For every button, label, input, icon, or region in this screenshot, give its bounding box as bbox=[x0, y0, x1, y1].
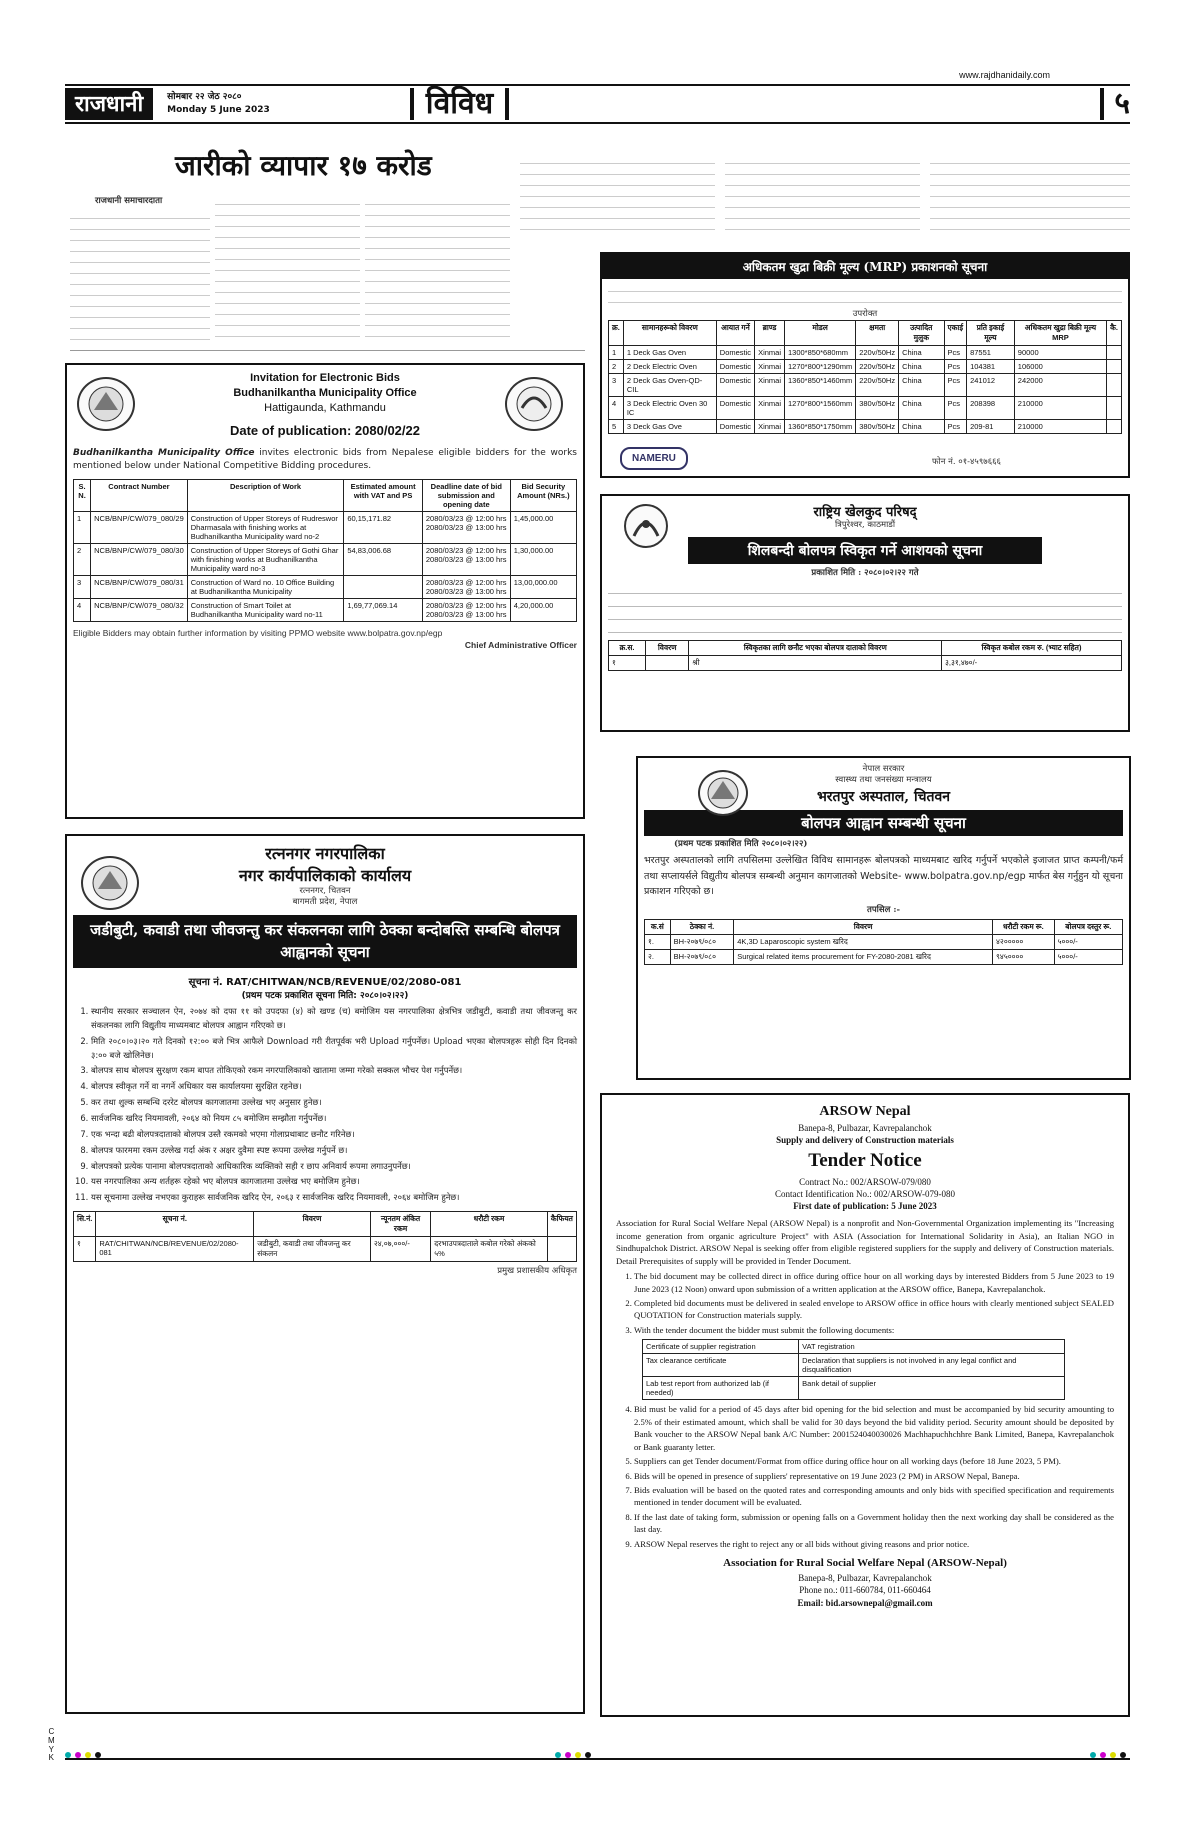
bid-cell: 3 bbox=[74, 576, 91, 599]
list-item: 2. Completed bid documents must be delivered in sealed envelope to ARSOW office in office hours with clearly mentioned subject SEALED QUOTATION for Construction materials supply. bbox=[634, 1297, 1114, 1322]
bharatpur-notice bbox=[636, 756, 1131, 1080]
notice-ref: सूचना नं. RAT/CHITWAN/NCB/REVENUE/02/2080-081 bbox=[188, 976, 462, 988]
mrp-cell: Domestic bbox=[716, 346, 754, 360]
bharatpur-cell: १. bbox=[645, 935, 671, 950]
ratnanagar-cell: जडीबुटी, कवाडी तथा जीवजन्तु कर संकलन bbox=[254, 1237, 371, 1262]
bharatpur-header: ठेक्का नं. bbox=[670, 920, 734, 935]
ministry-name: स्वास्थ्य तथा जनसंख्या मन्त्रालय bbox=[835, 775, 932, 786]
bharatpur-table bbox=[644, 919, 1123, 965]
bharatpur-cell: BH-२०७९/०८० bbox=[670, 950, 734, 965]
nameru-stamp: NAMERU bbox=[620, 447, 688, 470]
mrp-cell: China bbox=[899, 360, 944, 374]
mrp-cell: 87551 bbox=[967, 346, 1015, 360]
org-name: राष्ट्रिय खेलकुद परिषद् bbox=[813, 505, 917, 520]
arsow-notice bbox=[600, 1093, 1130, 1717]
office-name: Budhanilkantha Municipality Office bbox=[233, 386, 417, 399]
mrp-cell: Xinmai bbox=[755, 420, 785, 434]
intro-text: invites electronic bids from Nepalese eligible bidders for the works mentioned below under National Competitive Bidding procedures. bbox=[73, 448, 577, 472]
mrp-cell: 220v/50Hz bbox=[856, 346, 899, 360]
mrp-cell: 1300*850*680mm bbox=[785, 346, 856, 360]
table-row bbox=[74, 1237, 577, 1262]
mrp-cell: Pcs bbox=[944, 374, 967, 397]
mrp-cell: Pcs bbox=[944, 420, 967, 434]
mrp-table bbox=[608, 320, 1122, 434]
list-item: 8. If the last date of taking form, submission or opening falls on a Government holiday then the next working day shall be considered as the last day. bbox=[634, 1511, 1114, 1536]
notice-items bbox=[73, 1005, 577, 1205]
publication-date: Date of publication: 2080/02/22 bbox=[229, 422, 420, 438]
mrp-intro bbox=[608, 283, 1122, 305]
ratnanagar-header: धरौटी रकम bbox=[431, 1212, 548, 1237]
table-row bbox=[645, 935, 1123, 950]
mrp-cell: Domestic bbox=[716, 420, 754, 434]
nsc-header: स्विकृतका लागि छनौट भएका बोलपत्र दाताको विवरण bbox=[689, 640, 942, 655]
mrp-cell: 2 Deck Electric Oven bbox=[623, 360, 716, 374]
notice-date: (प्रथम पटक प्रकाशित सूचना मिति: २०८०।०२।२२) bbox=[241, 990, 409, 1001]
bharatpur-header: विवरण bbox=[734, 920, 993, 935]
municipality-name: रत्ननगर नगरपालिका bbox=[265, 844, 385, 863]
gov-name: नेपाल सरकार bbox=[862, 764, 905, 774]
bid-cell: 1,30,000.00 bbox=[510, 544, 576, 576]
mrp-header: एकाई bbox=[944, 321, 967, 346]
table-row bbox=[643, 1377, 1065, 1400]
mrp-cell: 4 bbox=[609, 397, 624, 420]
org-address: Banepa-8, Pulbazar, Kavrepalanchok bbox=[798, 1122, 932, 1133]
table-row bbox=[609, 346, 1122, 360]
table-row bbox=[74, 576, 577, 599]
list-item: 4. Bid must be valid for a period of 45 days after bid opening for the bid selection and must be accompanied by bid security amounting to 2.5% of their estimated amount, which shall be valid for 30 days beyond the bid validity period. Security amount should be deposited by Bank voucher to the ARSOW Nepal bank A/C Number: 2001524040030026 Machhapuchhchhre Bank Limited, Banepa, Kavrepalanchok or Bank guaranty letter. bbox=[634, 1403, 1114, 1453]
mrp-header: अधिकतम खुद्रा बिक्री मूल्य MRP bbox=[1014, 321, 1106, 346]
bharatpur-cell: 4K,3D Laparoscopic system खरिद bbox=[734, 935, 993, 950]
bharatpur-date: (प्रथम पटक प्रकाशित मिति २०८०।०२।२२) bbox=[674, 838, 808, 849]
news-headline: जारीको व्यापार १७ करोड bbox=[175, 149, 432, 182]
doc-cell: Tax clearance certificate bbox=[643, 1354, 799, 1377]
bid-cell: 2080/03/23 @ 12:00 hrs 2080/03/23 @ 13:00 hrs bbox=[422, 599, 510, 622]
mrp-cell bbox=[1107, 374, 1122, 397]
section-title: विविध bbox=[410, 88, 509, 120]
mrp-title: अधिकतम खुद्रा बिक्री मूल्य (MRP) प्रकाशनको सूचना bbox=[602, 254, 1128, 279]
mrp-cell: Domestic bbox=[716, 360, 754, 374]
bid-cell: NCB/BNP/CW/079_080/32 bbox=[91, 599, 188, 622]
bottom-rule bbox=[65, 1758, 1130, 1760]
table-row bbox=[74, 512, 577, 544]
ratnanagar-cell: २४,०७,०००/- bbox=[370, 1237, 430, 1262]
mrp-cell: 380v/50Hz bbox=[856, 397, 899, 420]
mrp-cell bbox=[1107, 397, 1122, 420]
news-body-col2 bbox=[215, 196, 360, 340]
office-place: Hattigaunda, Kathmandu bbox=[264, 401, 386, 414]
contract-id: Contact Identification No.: 002/ARSOW-079-080 bbox=[775, 1188, 955, 1199]
bid-header: Deadline date of bid submission and opening date bbox=[422, 480, 510, 512]
list-item: 3. With the tender document the bidder must submit the following documents: bbox=[634, 1324, 1114, 1336]
color-dots bbox=[1090, 1752, 1126, 1758]
arsow-items bbox=[616, 1270, 1114, 1336]
mrp-header: प्रति इकाई मूल्य bbox=[967, 321, 1015, 346]
list-item: 7. एक भन्दा बढी बोलपत्रदाताको बोलपत्र उस्तै रकमको भएमा गोलाप्रथाबाट छनौट गरिनेछ। bbox=[91, 1128, 577, 1142]
list-item: 6. Bids will be opened in presence of suppliers' representative on 19 June 2023 (2 PM) in ARSOW Nepal, Banepa. bbox=[634, 1470, 1114, 1482]
news-body-col1 bbox=[70, 210, 210, 340]
table-row bbox=[609, 397, 1122, 420]
news-body-col5 bbox=[725, 155, 920, 235]
list-item: 10. यस नगरपालिका अन्य शर्तहरू रहेको भए बोलपत्र कागजातमा उल्लेख भए बमोजिम हुनेछ। bbox=[91, 1175, 577, 1189]
ratnanagar-cell: RAT/CHITWAN/NCB/REVENUE/02/2080-081 bbox=[96, 1237, 254, 1262]
bid-cell: NCB/BNP/CW/079_080/29 bbox=[91, 512, 188, 544]
bid-header: Contract Number bbox=[91, 480, 188, 512]
table-row bbox=[74, 599, 577, 622]
bid-cell: 60,15,171.82 bbox=[344, 512, 423, 544]
mrp-cell: 2 bbox=[609, 360, 624, 374]
footer-email: Email: bid.arsownepal@gmail.com bbox=[797, 1597, 933, 1608]
contract-no: Contract No.: 002/ARSOW-079/080 bbox=[799, 1176, 931, 1187]
list-item: 3. बोलपत्र साथ बोलपत्र सुरक्षण रकम बापत तोकिएको रकम नगरपालिकाको खातामा जम्मा गरेको सक्कल भौचर पेश गर्नुपर्नेछ। bbox=[91, 1064, 577, 1078]
ratnanagar-table bbox=[73, 1211, 577, 1262]
mrp-cell: 1360*850*1460mm bbox=[785, 374, 856, 397]
bid-cell bbox=[344, 576, 423, 599]
mrp-cell: 3 Deck Electric Oven 30 IC bbox=[623, 397, 716, 420]
notice-title: जडीबुटी, कवाडी तथा जीवजन्तु कर संकलनका लागि ठेक्का बन्दोबस्ति सम्बन्धि बोलपत्र आह्वानको सूचना bbox=[73, 915, 577, 968]
nsc-header: विवरण bbox=[646, 640, 689, 655]
bid-table bbox=[73, 479, 577, 622]
mrp-phone: फोन नं. ०१-४५९७६६६ bbox=[932, 456, 1001, 467]
table-row bbox=[643, 1354, 1065, 1377]
arsow-items-2 bbox=[616, 1403, 1114, 1550]
mrp-cell: 2 Deck Gas Oven-QD-CIL bbox=[623, 374, 716, 397]
list-item: 4. बोलपत्र स्वीकृत गर्ने वा नगर्ने अधिकार यस कार्यालयमा सुरक्षित रहनेछ। bbox=[91, 1080, 577, 1094]
nsc-header: स्विकृत कबोल रकम रु. (भ्याट सहित) bbox=[942, 640, 1122, 655]
mrp-header: क्र. bbox=[609, 321, 624, 346]
mrp-cell bbox=[1107, 346, 1122, 360]
note: Eligible Bidders may obtain further information by visiting PPMO website www.bolpatra.gov.np/egp bbox=[73, 628, 443, 639]
bid-header: Bid Security Amount (NRs.) bbox=[510, 480, 576, 512]
bid-cell: 4,20,000.00 bbox=[510, 599, 576, 622]
arsow-intro: Association for Rural Social Welfare Nepal (ARSOW Nepal) is a nonprofit and Non-Governmental Organization implementing its "Increasing income generation from organic agriculture Project" with ASIA (Association for International Solidarity in Asia), an Italian NGO in Sindhupalchok District. ARSOW Nepal is seeking offer from eligible registered suppliers for the supply and delivery of Construction materials. Detail Prerequisites of supply will be provided in Tender Document. bbox=[616, 1218, 1114, 1266]
nsc-title: शिलबन्दी बोलपत्र स्विकृत गर्ने आशयको सूचना bbox=[688, 537, 1042, 564]
bid-cell: Construction of Upper Storeys of Gothi Ghar with finishing works at Budhanilkantha Municipality ward no-3 bbox=[187, 544, 344, 576]
mrp-cell: Xinmai bbox=[755, 397, 785, 420]
nsc-date: प्रकाशित मिति : २०८०।०२।२२ गते bbox=[811, 568, 919, 579]
doc-cell: Declaration that suppliers is not involved in any legal conflict and disqualification bbox=[799, 1354, 1065, 1377]
ratnanagar-cell: दरभाउपत्रदाताले कबोल गरेको अंकको ५% bbox=[431, 1237, 548, 1262]
ratnanagar-header: सूचना नं. bbox=[96, 1212, 254, 1237]
bharatpur-header: क.सं bbox=[645, 920, 671, 935]
mrp-cell: 3 Deck Gas Ove bbox=[623, 420, 716, 434]
mrp-notice bbox=[600, 252, 1130, 478]
mrp-cell bbox=[1107, 420, 1122, 434]
nsc-notice bbox=[600, 494, 1130, 732]
ratnanagar-header: कैफियत bbox=[547, 1212, 576, 1237]
bid-cell: 4 bbox=[74, 599, 91, 622]
mrp-header: मोडल bbox=[785, 321, 856, 346]
bid-cell: NCB/BNP/CW/079_080/30 bbox=[91, 544, 188, 576]
bid-header: Description of Work bbox=[187, 480, 344, 512]
mrp-header: आयात गर्ने bbox=[716, 321, 754, 346]
notice-title: Invitation for Electronic Bids bbox=[250, 372, 400, 384]
nepal-emblem bbox=[77, 377, 135, 431]
cmyk-marks: C M Y K bbox=[48, 1727, 55, 1763]
bharatpur-cell: ४२००००० bbox=[993, 935, 1055, 950]
table-row bbox=[74, 544, 577, 576]
mrp-cell: 210000 bbox=[1014, 397, 1106, 420]
ratnanagar-header: विवरण bbox=[254, 1212, 371, 1237]
mrp-cell: Xinmai bbox=[755, 360, 785, 374]
province: बागमती प्रदेश, नेपाल bbox=[292, 897, 358, 908]
bid-header: S. N. bbox=[74, 480, 91, 512]
nsc-body bbox=[608, 584, 1122, 636]
list-item: 9. बोलपत्रको प्रत्येक पानामा बोलपत्रदाताको आधिकारिक व्यक्तिको सही र छाप अनिवार्य रूपमा लगाउनुपर्नेछ। bbox=[91, 1160, 577, 1174]
bid-cell: 13,00,000.00 bbox=[510, 576, 576, 599]
page-number: ५ bbox=[1100, 88, 1130, 120]
bid-cell: 2080/03/23 @ 12:00 hrs 2080/03/23 @ 13:00 hrs bbox=[422, 576, 510, 599]
mrp-header: क्षमता bbox=[856, 321, 899, 346]
budhanilkantha-bid-notice bbox=[65, 363, 585, 819]
bharatpur-header: बोलपत्र दस्तुर रू. bbox=[1054, 920, 1122, 935]
table-row bbox=[609, 360, 1122, 374]
bid-cell: 54,83,006.68 bbox=[344, 544, 423, 576]
mrp-cell: Pcs bbox=[944, 360, 967, 374]
list-item: 9. ARSOW Nepal reserves the right to reject any or all bids without giving reasons and prior notice. bbox=[634, 1538, 1114, 1550]
list-item: 5. Suppliers can get Tender document/Format from office during office hour on all working days (before 18 June 2023, 5 PM). bbox=[634, 1455, 1114, 1467]
bid-cell: Construction of Ward no. 10 Office Building at Budhanilkantha Municipality bbox=[187, 576, 344, 599]
mrp-cell: 1 bbox=[609, 346, 624, 360]
table-row bbox=[643, 1340, 1065, 1354]
doc-cell: Lab test report from authorized lab (if needed) bbox=[643, 1377, 799, 1400]
bid-cell: 2080/03/23 @ 12:00 hrs 2080/03/23 @ 13:00 hrs bbox=[422, 512, 510, 544]
list-item: 1. The bid document may be collected direct in office during office hour on all working days by interested Bidders from 5 June 2023 to 19 June 2023 (12 Noon) onward upon submission of a written application at the ARSOW office, Banepa, Kavrepalanchok. bbox=[634, 1270, 1114, 1295]
doc-cell: Certificate of supplier registration bbox=[643, 1340, 799, 1354]
table-row bbox=[609, 374, 1122, 397]
mrp-cell: Pcs bbox=[944, 346, 967, 360]
news-body-col6 bbox=[930, 155, 1130, 235]
date-english: Monday 5 June 2023 bbox=[167, 105, 270, 115]
brand-logo: राजधानी bbox=[65, 88, 153, 120]
mrp-cell: 209-81 bbox=[967, 420, 1015, 434]
table-row bbox=[645, 950, 1123, 965]
bharatpur-body: भरतपुर अस्पतालको लागि तपसिलमा उल्लेखित विविध सामानहरू बोलपत्रको माध्यमबाट खरिद गर्नुपर्ने भएकोले इजाजत प्राप्त कम्पनी/फर्म तथा सप्लायर्सले विद्युतीय बोलपत्र सम्बन्धी अनुमान कागजातको Website- www.bolpatra.gov.np/egp मार्फत बेस गर्नुहुन यो सूचना प्रकाशन गरिएको छ। bbox=[644, 855, 1123, 897]
news-body-col3 bbox=[365, 196, 510, 340]
mrp-cell: 208398 bbox=[967, 397, 1015, 420]
mrp-header: सामानहरूको विवरण bbox=[623, 321, 716, 346]
bid-cell: 2 bbox=[74, 544, 91, 576]
nsc-logo bbox=[624, 504, 668, 548]
mrp-cell: 104381 bbox=[967, 360, 1015, 374]
bharatpur-cell: ५०००/- bbox=[1054, 935, 1122, 950]
mrp-cell: 380v/50Hz bbox=[856, 420, 899, 434]
mrp-cell: 5 bbox=[609, 420, 624, 434]
mrp-cell: Xinmai bbox=[755, 374, 785, 397]
mrp-subtitle: उपरोक्त bbox=[852, 309, 878, 319]
nsc-header: क्र.स. bbox=[609, 640, 646, 655]
table-row bbox=[609, 655, 1122, 670]
mrp-cell: 220v/50Hz bbox=[856, 374, 899, 397]
office-place: रत्ननगर, चितवन bbox=[299, 886, 351, 896]
nsc-cell: १ bbox=[609, 655, 646, 670]
mrp-cell: 106000 bbox=[1014, 360, 1106, 374]
hospital-name: भरतपुर अस्पताल, चितवन bbox=[816, 788, 951, 805]
nepal-emblem bbox=[81, 856, 139, 910]
mrp-cell: 220v/50Hz bbox=[856, 360, 899, 374]
bharatpur-title: बोलपत्र आह्वान सम्बन्धी सूचना bbox=[644, 810, 1123, 836]
footer-phone: Phone no.: 011-660784, 011-660464 bbox=[799, 1585, 931, 1596]
nepal-emblem bbox=[698, 770, 748, 816]
office-name: नगर कार्यपालिकाको कार्यालय bbox=[238, 866, 412, 885]
ratnanagar-notice bbox=[65, 834, 585, 1714]
list-item: 6. सार्वजनिक खरिद नियमावली, २०६४ को नियम ८५ बमोजिम सम्झौता गर्नुपर्नेछ। bbox=[91, 1112, 577, 1126]
list-item: 2. मिति २०८०।०३।२० गते दिनको १२:०० बजे भित्र आफैले Download गरी रीतपूर्वक भरी Upload गर्नुपर्नेछ। Upload भएका बोलपत्रहरू सोही दिन दिनको ३:०० बजे खोलिनेछ। bbox=[91, 1035, 577, 1063]
footer-org: Association for Rural Social Welfare Nepal (ARSOW-Nepal) bbox=[723, 1557, 1007, 1570]
list-item: 5. कर तथा शुल्क सम्बन्धि दररेट बोलपत्र कागजातमा उल्लेख भए अनुसार हुनेछ। bbox=[91, 1096, 577, 1110]
bid-cell: 1,45,000.00 bbox=[510, 512, 576, 544]
masthead bbox=[65, 84, 1130, 124]
mrp-cell: Pcs bbox=[944, 397, 967, 420]
bid-cell: 1,69,77,069.14 bbox=[344, 599, 423, 622]
bid-cell: Construction of Smart Toilet at Budhanilkantha Municipality ward no-11 bbox=[187, 599, 344, 622]
org-name: ARSOW Nepal bbox=[819, 1104, 911, 1119]
nsc-cell bbox=[646, 655, 689, 670]
table-row bbox=[609, 420, 1122, 434]
divider bbox=[70, 350, 585, 351]
intro-bold: Budhanilkantha Municipality Office bbox=[73, 448, 255, 459]
bharatpur-cell: ९४५०००० bbox=[993, 950, 1055, 965]
mrp-cell: China bbox=[899, 397, 944, 420]
bharatpur-cell: २. bbox=[645, 950, 671, 965]
mrp-cell: China bbox=[899, 374, 944, 397]
mrp-cell bbox=[1107, 360, 1122, 374]
color-dots bbox=[555, 1752, 591, 1758]
bid-cell: Construction of Upper Storeys of Rudreswor Dharmasala with finishing works at Budhanilkantha Municipality ward no-2 bbox=[187, 512, 344, 544]
tender-title: Tender Notice bbox=[808, 1150, 922, 1172]
mrp-cell: Domestic bbox=[716, 397, 754, 420]
mrp-cell: 1270*800*1290mm bbox=[785, 360, 856, 374]
list-item: 1. स्थानीय सरकार सञ्चालन ऐन, २०७४ को दफा ११ को उपदफा (४) को खण्ड (च) बमोजिम यस नगरपालिका क्षेत्रभित्र जडीबुटी, कवाडी तथा जीवजन्तु कर संकलनका लागि विद्युतीय माध्यमबाट बोलपत्र आह्वान गरिएको छ। bbox=[91, 1005, 577, 1033]
mrp-cell: 1270*800*1560mm bbox=[785, 397, 856, 420]
bid-cell: NCB/BNP/CW/079_080/31 bbox=[91, 576, 188, 599]
nsc-cell: श्री bbox=[689, 655, 942, 670]
first-publication: First date of publication: 5 June 2023 bbox=[793, 1201, 937, 1212]
news-byline: राजधानी समाचारदाता bbox=[95, 196, 163, 206]
list-item: 11. यस सूचनामा उल्लेख नभएका कुराहरू सार्वजनिक खरिद ऐन, २०६३ र सार्वजनिक खरिद नियमावली, २०६४ बमोजिम हुनेछ। bbox=[91, 1191, 577, 1205]
mrp-cell: 1 Deck Gas Oven bbox=[623, 346, 716, 360]
mrp-cell: Domestic bbox=[716, 374, 754, 397]
mrp-cell: 3 bbox=[609, 374, 624, 397]
arsow-doc-table bbox=[642, 1339, 1065, 1400]
doc-cell: Bank detail of supplier bbox=[799, 1377, 1065, 1400]
date-nepali: सोमबार २२ जेठ २०८० bbox=[167, 92, 242, 103]
mrp-cell: China bbox=[899, 346, 944, 360]
mrp-header: कै. bbox=[1107, 321, 1122, 346]
bharatpur-cell: BH-२०७९/०८० bbox=[670, 935, 734, 950]
ratnanagar-header: सि.नं. bbox=[74, 1212, 96, 1237]
nsc-table bbox=[608, 640, 1122, 671]
supply-title: Supply and delivery of Construction materials bbox=[776, 1135, 954, 1146]
signatory: प्रमुख प्रशासकीय अधिकृत bbox=[497, 1266, 577, 1277]
list-item: 7. Bids evaluation will be based on the quoted rates and corresponding amounts and only bids with specified specification and requirements mentioned in tender document will be evaluated. bbox=[634, 1484, 1114, 1509]
color-dots bbox=[65, 1752, 101, 1758]
nsc-cell: ३,३१,४७०/- bbox=[942, 655, 1122, 670]
tapsil-label: तपसिल :- bbox=[866, 904, 900, 915]
mrp-cell: 1360*850*1750mm bbox=[785, 420, 856, 434]
mrp-cell: 90000 bbox=[1014, 346, 1106, 360]
mrp-header: ब्राण्ड bbox=[755, 321, 785, 346]
mrp-cell: Xinmai bbox=[755, 346, 785, 360]
bharatpur-cell: ५०००/- bbox=[1054, 950, 1122, 965]
ratnanagar-cell bbox=[547, 1237, 576, 1262]
bharatpur-cell: Surgical related items procurement for FY-2080-2081 खरिद bbox=[734, 950, 993, 965]
mrp-cell: China bbox=[899, 420, 944, 434]
org-place: त्रिपुरेश्वर, काठमाडौं bbox=[834, 520, 896, 530]
bid-header: Estimated amount with VAT and PS bbox=[344, 480, 423, 512]
mrp-cell: 241012 bbox=[967, 374, 1015, 397]
news-body-col4 bbox=[520, 155, 715, 235]
website-url: www.rajdhanidaily.com bbox=[959, 70, 1050, 80]
municipality-logo bbox=[505, 377, 563, 431]
ratnanagar-header: न्यूनतम अंकित रकम bbox=[370, 1212, 430, 1237]
ratnanagar-cell: १ bbox=[74, 1237, 96, 1262]
bharatpur-header: धरौटी रकम रू. bbox=[993, 920, 1055, 935]
mrp-header: उत्पादित मुलुक bbox=[899, 321, 944, 346]
mrp-cell: 242000 bbox=[1014, 374, 1106, 397]
bid-cell: 1 bbox=[74, 512, 91, 544]
signatory: Chief Administrative Officer bbox=[464, 639, 577, 650]
footer-address: Banepa-8, Pulbazar, Kavrepalanchok bbox=[798, 1572, 932, 1583]
bid-cell: 2080/03/23 @ 12:00 hrs 2080/03/23 @ 13:00 hrs bbox=[422, 544, 510, 576]
mrp-cell: 210000 bbox=[1014, 420, 1106, 434]
doc-cell: VAT registration bbox=[799, 1340, 1065, 1354]
list-item: 8. बोलपत्र फारममा रकम उल्लेख गर्दा अंक र अक्षर दुवैमा स्पष्ट रूपमा उल्लेख गर्नुपर्ने छ। bbox=[91, 1144, 577, 1158]
